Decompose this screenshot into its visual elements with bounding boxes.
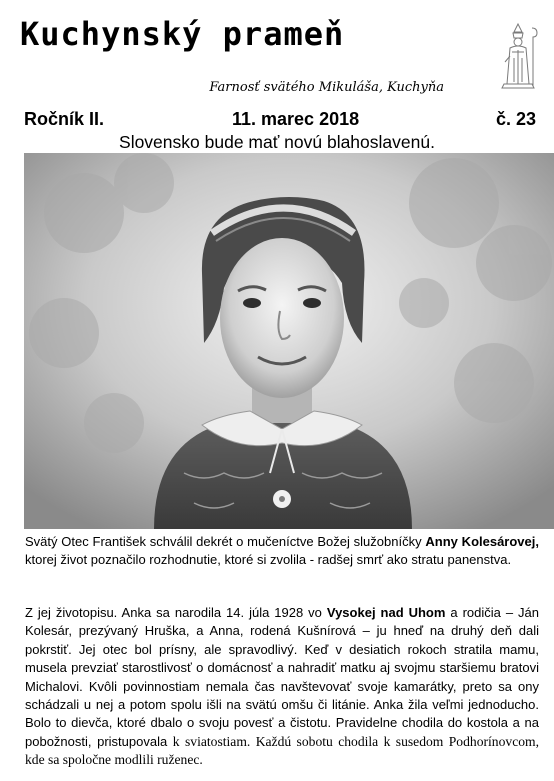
issue-number: č. 23: [495, 109, 536, 129]
paragraph-2-part-b: a rodičia – Ján Kolesár, prezývaný Hruška, a Anna, rodená Kušnírová – ju hneď na druhý deň dali pokrstiť. Jej otec bol prísny, ale spravodlivý. Keď v desiatich rokoch stratila mamu, musela prevziať starostlivosť o domácnosť a nahradiť matku aj svojmu staršiemu bratovi Michalovi. Kvôli povinnostiam nemala čas navštevovať svoje kamarátky, preto sa ony schádzali u nej a potom spolu išli na svätú omšu či litánie. Anka žila veľmi jednoducho. Bolo to dievča, ktoré dbalo o svoju povesť a čistotu. Pravidelne chodila do kostola a na pobožnosti, pristupovala: [25, 605, 540, 749]
paragraph-2-part-c: k sviatostiam. Každú sobotu chodila k susedom Podhorínovcom, kde sa spoločne modlili ruženec.: [25, 733, 539, 768]
portrait-illustration: [24, 153, 554, 529]
issue-info-row: [24, 109, 536, 131]
newsletter-title: Kuchynský prameň: [20, 15, 345, 53]
place-vysoka-nad-uhom: Vysokej nad Uhom: [326, 605, 446, 620]
article-paragraph-2: [25, 604, 539, 770]
paragraph-1-rest: ktorej život poznačilo rozhodnutie, ktoré si zvolila - radšej smrť ako stratu panenstva.: [25, 552, 512, 568]
saint-bishop-icon: [496, 22, 540, 90]
paragraph-1-intro: Svätý Otec František schválil dekrét o mučeníctve Božej služobníčky: [25, 534, 426, 549]
issue-date: 11. marec 2018: [232, 109, 360, 129]
headline: Slovensko bude mať novú blahoslavenú.: [119, 132, 435, 152]
article-paragraph-1: [25, 533, 539, 570]
name-anna-kolesarova: Anny Kolesárovej,: [425, 534, 539, 549]
parish-subtitle: Farnosť svätého Mikuláša, Kuchyňa: [209, 80, 444, 95]
volume-label: Ročník II.: [24, 109, 105, 129]
paragraph-2-part-a: Z jej životopisu. Anka sa narodila 14. júla 1928 vo: [25, 605, 327, 620]
